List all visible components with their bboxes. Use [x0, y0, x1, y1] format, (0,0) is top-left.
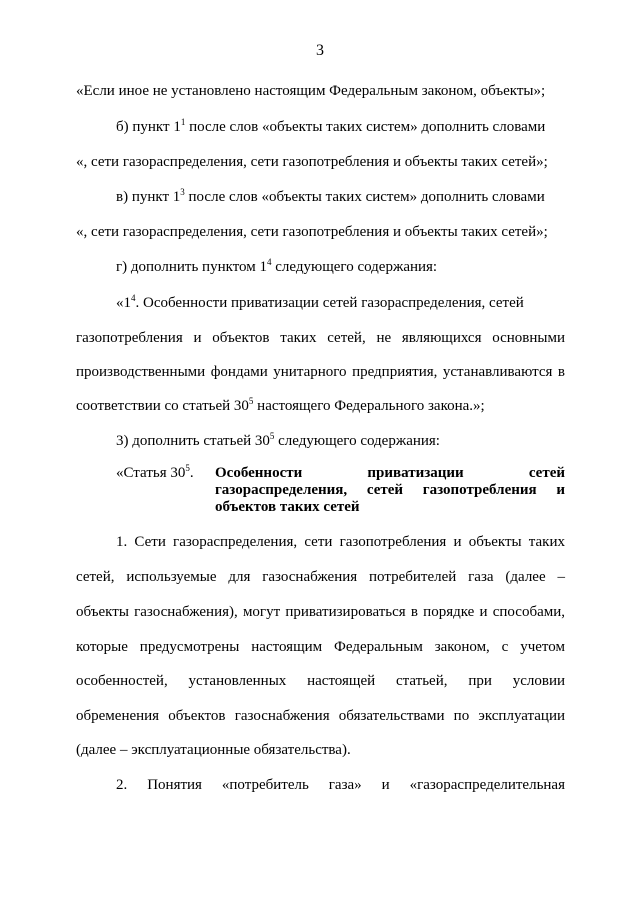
- text-line: производственными фондами унитарного предприятия, устанавливаются в: [76, 364, 565, 380]
- text-line: объекты газоснабжения), могут приватизироваться в порядке и способами,: [76, 604, 565, 620]
- article-title: объектов таких сетей: [215, 499, 360, 515]
- text-line: «$1^4$. Особенности приватизации сетей газораспределения, сетей: [116, 293, 524, 311]
- text-line: «Если иное не установлено настоящим Федеральным законом, объекты»;: [76, 83, 546, 99]
- text-line: 3) дополнить статьей $30^5$ следующего содержания:: [116, 431, 440, 449]
- page-number: 3: [316, 42, 324, 59]
- text-line: обременения объектов газоснабжения обязательствами по эксплуатации: [76, 708, 565, 724]
- text-line: «, сети газораспределения, сети газопотребления и объекты таких сетей»;: [76, 224, 548, 240]
- text-line: которые предусмотрены настоящим Федеральным законом, с учетом: [76, 639, 565, 655]
- text-line: в) пункт $1^3$ после слов «объекты таких систем» дополнить словами: [116, 187, 545, 205]
- text-line: 1. Сети газораспределения, сети газопотребления и объекты таких: [116, 534, 565, 550]
- text-line: б) пункт $1^1$ после слов «объекты таких систем» дополнить словами: [116, 117, 546, 135]
- text-line: газопотребления и объектов таких сетей, не являющихся основными: [76, 330, 565, 346]
- text-line: г) дополнить пунктом $1^4$ следующего содержания:: [116, 257, 438, 275]
- text-line: особенностей, установленных настоящей статьей, при условии: [76, 673, 565, 689]
- text-line: 2. Понятия «потребитель газа» и «газораспределительная: [116, 777, 565, 793]
- text-line: (далее – эксплуатационные обязательства).: [76, 742, 351, 758]
- article-title: газораспределения, сетей газопотребления и: [215, 482, 565, 498]
- text-line: соответствии со статьей $30^5$ настоящего Федерального закона.»;: [76, 396, 485, 414]
- article-label: «Статья $30^5$.: [116, 463, 194, 481]
- article-title: Особенности приватизации сетей: [215, 465, 565, 481]
- text-line: «, сети газораспределения, сети газопотребления и объекты таких сетей»;: [76, 154, 548, 170]
- text-line: сетей, используемые для газоснабжения потребителей газа (далее –: [76, 569, 565, 585]
